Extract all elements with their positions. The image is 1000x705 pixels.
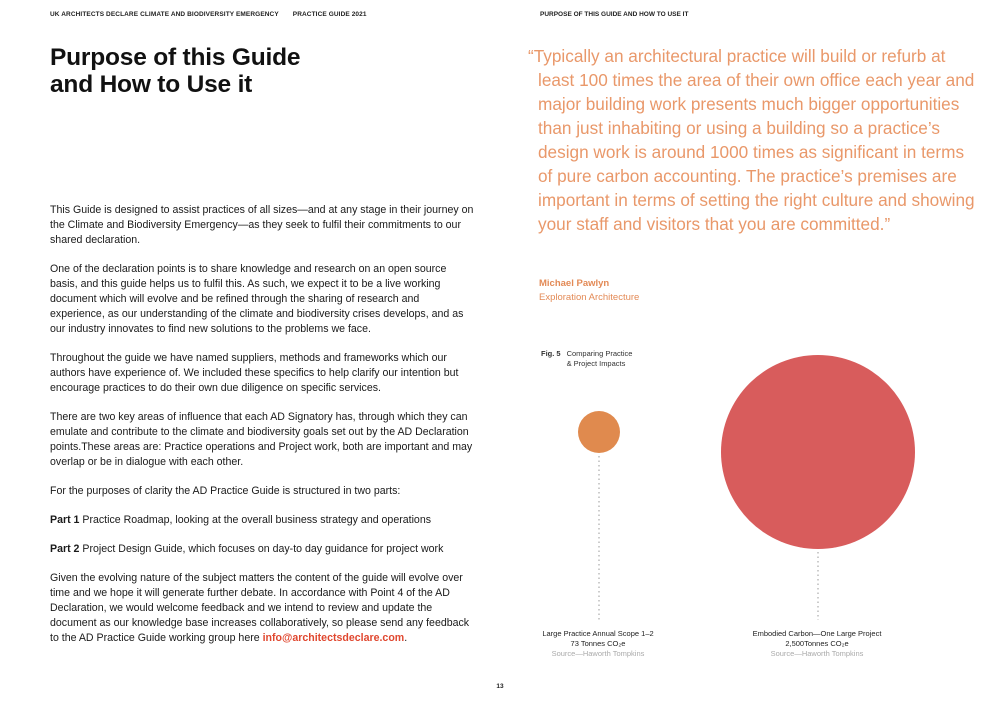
page-title-line-2: and How to Use it	[50, 71, 253, 98]
pull-quote: “Typically an architectural practice will build or refurb at least 100 times the area of their own office each year and major building work presents much bigger opportunities than just inhabiting or using a building so a practice’s design work is around 1000 times as significant in terms of pure carbon accounting. The practice’s premises are important in terms of setting the right culture and showing your staff and visitors that you are committed.”	[528, 46, 975, 234]
figure-title-line-2: & Project Impacts	[566, 359, 626, 368]
page-title-line-1: Purpose of this Guide	[50, 44, 301, 71]
figure-title-line-1: Comparing Practice	[566, 349, 633, 358]
embodied-carbon-source: Source—Haworth Tompkins	[770, 649, 864, 658]
part-1-text: Practice Roadmap, looking at the overall business strategy and operations	[79, 514, 432, 526]
quote-organisation: Exploration Architecture	[539, 292, 640, 303]
figure-number: Fig. 5	[541, 349, 561, 358]
paragraph-intro: This Guide is designed to assist practices of all sizes—and at any stage in their journey on the Climate and Biodiversity Emergency—as they seek to fulfil their commitments to our shared declaration.	[50, 204, 474, 246]
part-2-item	[50, 542, 475, 557]
quote-author: Michael Pawlyn	[539, 278, 610, 289]
part-1-item	[50, 513, 475, 528]
part-2-label: Part 2	[50, 543, 80, 555]
part-2-text: Project Design Guide, which focuses on day-to day guidance for project work	[79, 543, 444, 555]
impact-comparison-graphic	[520, 330, 990, 630]
body-text	[50, 203, 475, 660]
publication-title: UK ARCHITECTS DECLARE CLIMATE AND BIODIVERSITY EMERGENCY	[50, 11, 279, 18]
page-number: 13	[496, 683, 504, 690]
practice-scope-label: Large Practice Annual Scope 1–2	[542, 629, 654, 638]
embodied-carbon-circle	[721, 355, 915, 549]
embodied-carbon-value: 2,500Tonnes CO₂e	[785, 639, 849, 648]
paragraph-areas-of-influence: There are two key areas of influence that each AD Signatory has, through which they can emulate and contribute to the climate and biodiversity goals set out by the AD Declaration points.These areas are: Practice operations and Project work, both are important and may overlap or be in dialogue with each other.	[50, 411, 473, 468]
part-1-label: Part 1	[50, 514, 80, 526]
embodied-carbon-label: Embodied Carbon—One Large Project	[752, 629, 882, 638]
feedback-text: Given the evolving nature of the subject matters the content of the guide will evolve over time and we hope it will generate further debate. In accordance with Point 4 of the AD Declaration, we would welcome feedback and we intend to review and update the document as our knowledge base increases collaboratively, so please send any feedback to the AD Practice Guide working group here	[50, 572, 470, 644]
page-title	[50, 44, 470, 98]
practice-scope-value: 73 Tonnes CO₂e	[570, 639, 626, 648]
practice-scope-caption	[498, 629, 698, 659]
practice-scope-source: Source—Haworth Tompkins	[551, 649, 645, 658]
paragraph-feedback	[50, 571, 475, 646]
running-header-left	[50, 11, 367, 18]
paragraph-suppliers: Throughout the guide we have named suppliers, methods and frameworks which our authors have experience of. We included these specifics to help clarify our intention but encourage practices to do their own due diligence on specific services.	[50, 352, 459, 394]
practice-scope-circle	[578, 411, 620, 453]
quote-attribution	[539, 277, 639, 305]
running-header-right: PURPOSE OF THIS GUIDE AND HOW TO USE IT	[540, 11, 689, 18]
email-link[interactable]: info@architectsdeclare.com	[262, 632, 405, 644]
embodied-carbon-caption	[717, 629, 917, 659]
publication-subtitle: PRACTICE GUIDE 2021	[292, 11, 367, 18]
paragraph-structure: For the purposes of clarity the AD Practice Guide is structured in two parts:	[50, 485, 401, 497]
feedback-end: .	[404, 632, 408, 644]
paragraph-open-source: One of the declaration points is to share knowledge and research on an open source basis, and this guide helps us to fulfil this. As such, we expect it to be a live working document which will evolve and be refined through the sharing of research and experience, as our understanding of the climate and biodiversity crises develops, and as our industry innovates to find new solutions to the problems we face.	[50, 263, 464, 335]
